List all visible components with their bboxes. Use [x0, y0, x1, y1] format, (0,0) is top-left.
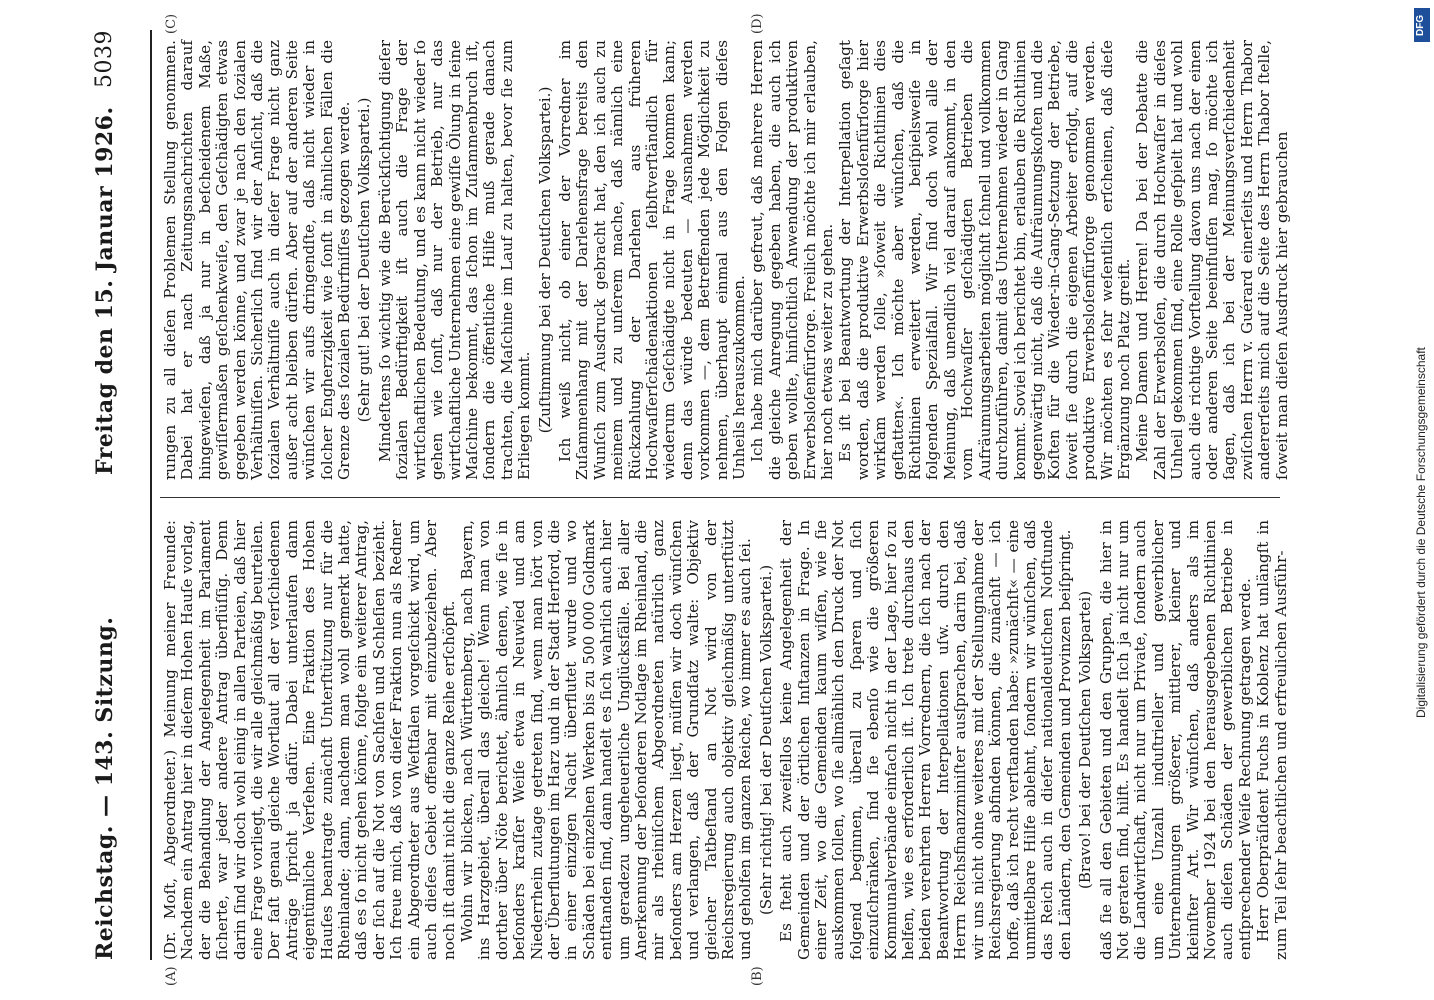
running-head-left: Reichstag. — 143. Sitzung. [92, 616, 118, 960]
paragraph: daß ſie all den Gebieten und den Gruppen, die hier in Not geraten ſind, hilft. Es handelt ſich ja nicht nur um die Landwirtſchaft, nicht nur um Private, ſondern auch um eine Unzahl induſtrieller und gewerblicher Unternehmungen größerer, mittlerer, kleiner und kleinſter Art. Wir wünſchen, daß anders als im November 1924 bei den herausgegebenen Richtlinien auch dieſen Schäden der gewerblichen Betriebe in entſprechender Weiſe Rechnung getragen werde. [1096, 520, 1254, 960]
header-rule [150, 30, 152, 960]
running-head-date: Freitag den 15. Januar 1926. [92, 106, 118, 475]
dfg-logo-text: DFG [1415, 14, 1426, 36]
paragraph: rungen zu all dieſen Problemen Stellung genommen. Dabei hat er nach Zeitungsnachrichten darauf hingewieſen, daß ja nur in beſcheidenem Maße, gewiſſermaßen geſchenkweiſe, den Geſchädigten etwas gegeben werden könne, und zwar je nach den ſozialen Verhältniſſen. Sicherlich ſind wir der Anſicht, daß die ſozialen Verhältniſſe auch in dieſer Frage nicht ganz außer acht bleiben dürfen. Aber auf der anderen Seite wünſchen wir aufs dringendſte, daß nicht wieder in ſolcher Engherzigkeit wie ſonſt in ähnlichen Fällen die Grenze des ſozialen Bedürfniſſes gezogen werde. [161, 40, 354, 480]
margin-marker-b: (B) [750, 966, 765, 986]
text-column-right [162, 40, 1292, 480]
interjection: (Sehr richtig! bei der Deutſchen Volkspartei.) [756, 564, 775, 916]
document-page [50, 0, 1310, 1000]
paragraph: Es ſteht auch zweifellos keine Angelegenheit der Gemeinden und der örtlichen Inſtanzen in Frage. In einer Zeit, wo die Gemeinden kaum wiſſen, wie ſie auskommen ſollen, wo ſie allmählich den Druck der Not folgend beginnen, überall zu ſparen und ſich einzuſchränken, ſind ſie ebenſo wie die größeren Kommunalverbände einfach nicht in der Lage, hier ſo zu helfen, wie es erforderlich iſt. Ich trete durchaus den beiden verehrten Herren Vorrednern, die ſich nach der Beantwortung der Interpellationen uſw. durch den Herrn Reichsfinanzminiſter ausſprachen, darin bei, daß wir uns nicht ohne weiteres mit der Stellungnahme der Reichsregierung abfinden können, die zunächſt — ich hoffe, daß ich recht verſtanden habe: »zunächſt« — eine unmittelbare Hilfe ablehnt, ſondern wir wünſchen, daß das Reich auch in dieſer nationaldeutſchen Notſtunde den Ländern, den Gemeinden und Provinzen beiſpringt. [777, 520, 1074, 960]
interjection: (Sehr gut! bei der Deutſchen Volkspartei.) [355, 97, 374, 423]
paragraph: Mindeſtens ſo wichtig wie die Berückſichtigung dieſer ſozialen Bedürftigkeit iſt auch die Frage der wirtſchaftlichen Bedeutung, und es kann nicht wieder ſo gehen wie ſonſt, daß nur der Betrieb, nur das wirtſchaftliche Unternehmen eine gewiſſe Ölung in ſeine Maſchine bekommt, das ſchon im Zuſammenbruch iſt, ſondern die öffentliche Hilfe muß gerade danach trachten, die Maſchine im Lauf zu halten, bevor ſie zum Erliegen kommt. [375, 40, 534, 480]
paragraph: (Dr. Moſt, Abgeordneter.) Meinung meiner Freunde: Nachdem ein Antrag hier in dieſem Hohen Hauſe vorlag, der die Behandlung der Angelegenheit im Parlament ſicherte, war jeder andere Antrag überflüſſig. Denn darin ſind wir doch wohl einig in allen Parteien, daß hier eine Frage vorliegt, die wir alle gleichmäßig beurteilen. Der faſt genau gleiche Wortlaut all der verſchiedenen Anträge ſpricht ja dafür. Dabei unterlaufen dann eigentümliche Verſehen. Eine Fraktion des Hohen Hauſes beantragte zunächſt Unterſtützung nur für die Rheinlande; dann, nachdem man wohl gemerkt hatte, daß es ſo nicht gehen könne, folgte ein weiterer Antrag, der ſich auf die Not von Sachſen und Schleſien bezieht. Ich freue mich, daß von dieſer Fraktion nun als Redner ein Abgeordneter aus Weſtfalen vorgeſchickt wird, um auch dieſes Gebiet offenbar mit einzubeziehen. Aber noch iſt damit nicht die ganze Reihe erſchöpft. [161, 520, 458, 960]
paragraph: Wohin wir blicken, nach Württemberg, nach Bayern, ins Harzgebiet, überall das gleiche! Wenn man von dorther über Nöte berichtet, ähnlich denen, wie ſie in beſonders kraſſer Weiſe etwa in Neuwied und am Niederrhein zutage getreten ſind, wenn man hört von der Überflutungen im Harz und in der Stadt Herford, die in einer einzigen Nacht überflutet wurde und wo Schäden bei einzelnen Werken bis zu 500 000 Goldmark entſtanden ſind, dann handelt es ſich wahrlich auch hier um geradezu ungeheuerliche Unglücksfälle. Bei aller Anerkennung der beſonderen Notlage im Rheinland, die mir als rheiniſchem Abgeordneten natürlich ganz beſonders am Herzen liegt, müſſen wir doch wünſchen und verlangen, daß der Grundſatz walte: Objektiv gleicher Tatbeſtand an Not wird von der Reichsregierung auch objektiv gleichmäßig unterſtützt und geholfen im ganzen Reiche, wo immer es auch ſei. [457, 520, 755, 960]
dfg-logo [1414, 8, 1430, 42]
text-column-left [162, 520, 1291, 960]
digitization-credit [1410, 8, 1432, 998]
paragraph: Ich habe mich darüber gefreut, daß mehrere Herren die gleiche Anregung gegeben haben, die auch ich geben wollte, hinſichtlich Anwendung der produktiven Erwerbsloſenfürſorge. Freilich möchte ich mir erlauben, hier noch etwas weiter zu gehen. [748, 40, 837, 480]
paragraph: Es iſt bei Beantwortung der Interpellation geſagt worden, daß die produktive Erwerbsloſenfürſorge hier wirkſam werden ſolle, »ſoweit die Richtlinien dies geſtatten«. Ich möchte aber wünſchen, daß die Richtlinien erweitert werden, beiſpielsweiſe in folgenden Spezialfall. Wir ſind doch wohl alle der Meinung, daß unendlich viel darauf ankommt, in den vom Hochwaſſer geſchädigten Betrieben die Aufräumungsarbeiten möglichſt ſchnell und vollkommen durchzuführen, damit das Unternehmen wieder in Gang kommt. Soviel ich berichtet bin, erlauben die Richtlinien gegenwärtig nicht, daß die Aufräumungskoſten und die Koſten für die Wieder-in-Gang-Setzung der Betriebe, ſoweit ſie durch die eigenen Arbeiter erfolgt, auf die produktive Erwerbsloſenfürſorge genommen werden. Wir möchten es ſehr weſentlich erſcheinen, daß dieſe Ergänzung noch Platz greift. [836, 40, 1133, 480]
digitization-credit-text: Digitalisierung gefördert durch die Deutsche Forschungsgemeinschaft [1414, 347, 1428, 718]
margin-marker-c: (C) [164, 13, 179, 34]
paragraph: Ich weiß nicht, ob einer der Vorredner im Zuſammenhang mit der Darlehensfrage bereits den Wunſch zum Ausdruck gebracht hat, den ich auch zu meinem und zu unſerem mache, daß nämlich eine Rückzahlung der Darlehen aus früheren Hochwaſſerſchädenaktionen ſelbſtverſtändlich für wiederum Geſchädigte nicht in Frage kommen kann; denn das würde bedeuten — Ausnahmen werden vorkommen —, dem Betreffenden jede Möglichkeit zu nehmen, überhaupt einmal aus den Folgen dieſes Unheils herauszukommen. [555, 40, 748, 480]
interjection: (Zuſtimmung bei der Deutſchen Volkspartei.) [535, 86, 554, 434]
margin-marker-d: (D) [750, 13, 765, 34]
paragraph: Meine Damen und Herren! Da bei der Debatte die Zahl der Erwerbsloſen, die durch Hochwaſſer in dieſes Unheil gekommen ſind, eine Rolle geſpielt hat und wohl auch die richtige Vorſtellung davon uns nach der einen oder anderen Seite beeinfluſſen mag, ſo möchte ich ſagen, daß ich bei der Meinungsverſchiedenheit zwiſchen Herrn v. Guérard einerſeits und Herrn Thabor andererſeits mich auf die Seite des Herrn Thabor ſtelle, ſoweit man dieſen Ausdruck hier gebrauchen [1133, 40, 1291, 480]
interjection: (Bravo! bei der Deutſchen Volkspartei) [1076, 590, 1095, 890]
margin-marker-a: (A) [164, 966, 179, 986]
page-number: 5039 [92, 30, 117, 88]
paragraph: Herr Oberpräſident Fuchs in Koblenz hat unlängſt in zum Teil ſehr beachtlichen und erfreulichen Ausführ- [1254, 520, 1290, 960]
column-divider [160, 497, 1280, 498]
